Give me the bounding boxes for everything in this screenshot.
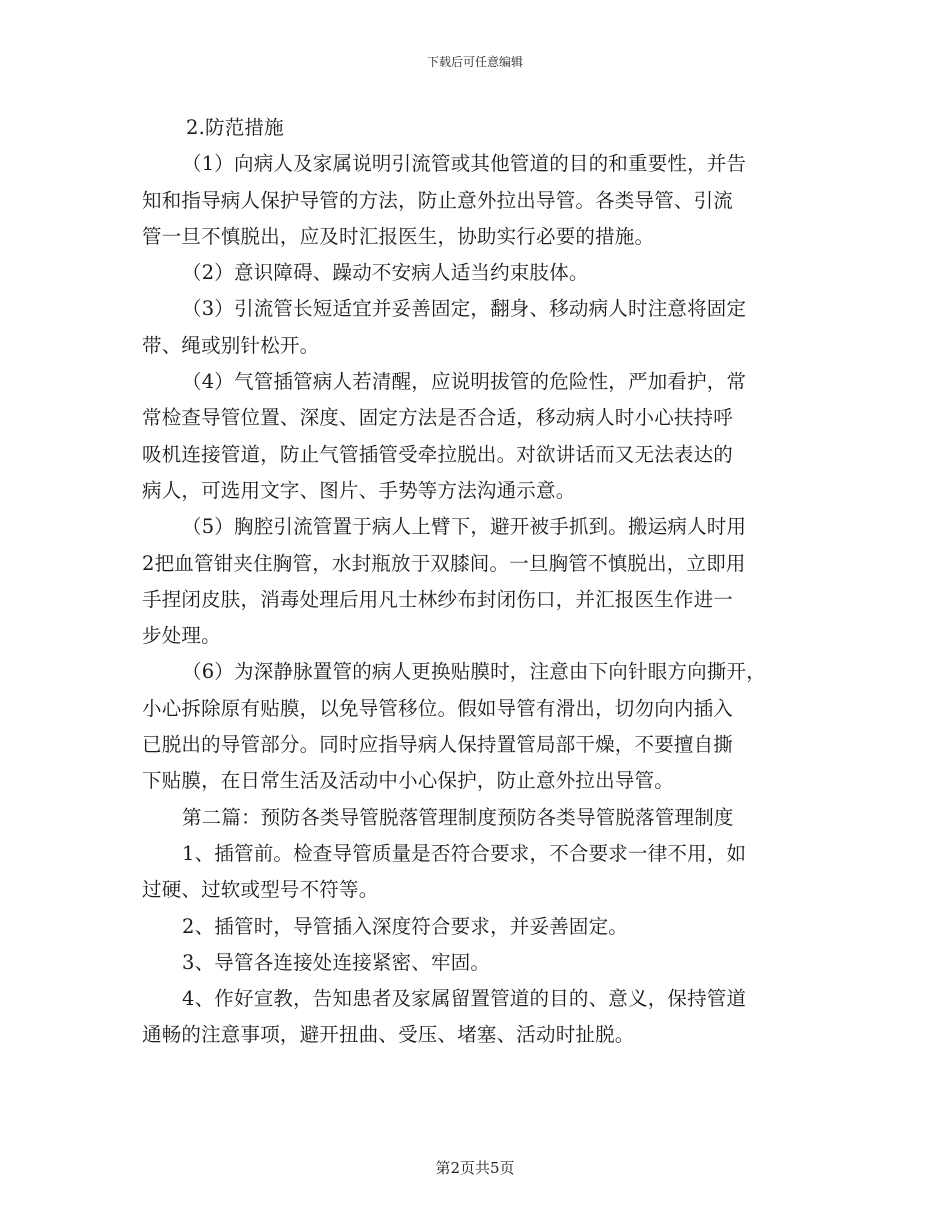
paragraph-line: 小心拆除原有贴膜，以免导管移位。假如导管有滑出，切勿向内插入 (142, 696, 734, 720)
paragraph-line: 常检查导管位置、深度、固定方法是否合适，移动病人时小心扶持呼 (142, 406, 734, 430)
paragraph-line: 步处理。 (142, 624, 221, 648)
section-heading-text: 2.防范措施 (186, 116, 284, 139)
paragraph-line: （2）意识障碍、躁动不安病人适当约束肢体。 (182, 261, 589, 285)
chapter-title (142, 800, 822, 836)
chapter-title-text: 第二篇：预防各类导管脱落管理制度预防各类导管脱落管理制度 (182, 805, 734, 829)
paragraph-5 (142, 509, 822, 654)
paragraph-line: 手捏闭皮肤，消毒处理后用凡士林纱布封闭伤口，并汇报医生作进一 (142, 587, 734, 611)
document-body (142, 110, 822, 1054)
paragraph-6 (142, 654, 822, 799)
section-heading (142, 110, 822, 146)
page-number: 第2页共5页 (435, 1159, 515, 1177)
paragraph-3 (142, 291, 822, 364)
paragraph-line: 下贴膜，在日常生活及活动中小心保护，防止意外拉出导管。 (142, 769, 674, 793)
paragraph-line: 2把血管钳夹住胸管，水封瓶放于双膝间。一旦胸管不慎脱出，立即用 (142, 551, 746, 575)
paragraph-line: （1）向病人及家属说明引流管或其他管道的目的和重要性，并告 (182, 152, 747, 176)
paragraph-line: 4、作好宣教，告知患者及家属留置管道的目的、意义，保持管道 (182, 987, 747, 1011)
paragraph-line: 1、插管前。检查导管质量是否符合要求，不合要求一律不用，如 (182, 841, 747, 865)
paragraph-9 (142, 945, 822, 981)
paragraph-line: 已脱出的导管部分。同时应指导病人保持置管局部干燥，不要擅自撕 (142, 733, 734, 757)
paragraph-line: 3、导管各连接处连接紧密、牢固。 (182, 950, 491, 974)
paragraph-line: 过硬、过软或型号不符等。 (142, 878, 379, 902)
paragraph-line: 病人，可选用文字、图片、手势等方法沟通示意。 (142, 478, 576, 502)
paragraph-line: 带、绳或别针松开。 (142, 333, 320, 357)
paragraph-1 (142, 146, 822, 255)
page-header: 下载后可任意编辑 (426, 55, 523, 69)
paragraph-line: 2、插管时，导管插入深度符合要求，并妥善固定。 (182, 914, 629, 938)
paragraph-line: 管一旦不慎脱出，应及时汇报医生，协助实行必要的措施。 (142, 224, 655, 248)
paragraph-line: 知和指导病人保护导管的方法，防止意外拉出导管。各类导管、引流 (142, 188, 734, 212)
paragraph-line: 通畅的注意事项，避开扭曲、受压、堵塞、活动时扯脱。 (142, 1023, 635, 1047)
paragraph-2 (142, 255, 822, 291)
paragraph-line: 吸机连接管道，防止气管插管受牵拉脱出。对欲讲话而又无法表达的 (142, 442, 734, 466)
paragraph-10 (142, 981, 822, 1054)
paragraph-4 (142, 364, 822, 509)
paragraph-line: （5）胸腔引流管置于病人上臂下，避开被手抓到。搬运病人时用 (182, 515, 747, 539)
paragraph-line: （3）引流管长短适宜并妥善固定，翻身、移动病人时注意将固定 (182, 297, 747, 321)
paragraph-line: （4）气管插管病人若清醒，应说明拔管的危险性，严加看护，常 (182, 370, 747, 394)
paragraph-line: （6）为深静脉置管的病人更换贴膜时，注意由下向针眼方向撕开， (182, 660, 766, 684)
paragraph-7 (142, 836, 822, 909)
paragraph-8 (142, 909, 822, 945)
